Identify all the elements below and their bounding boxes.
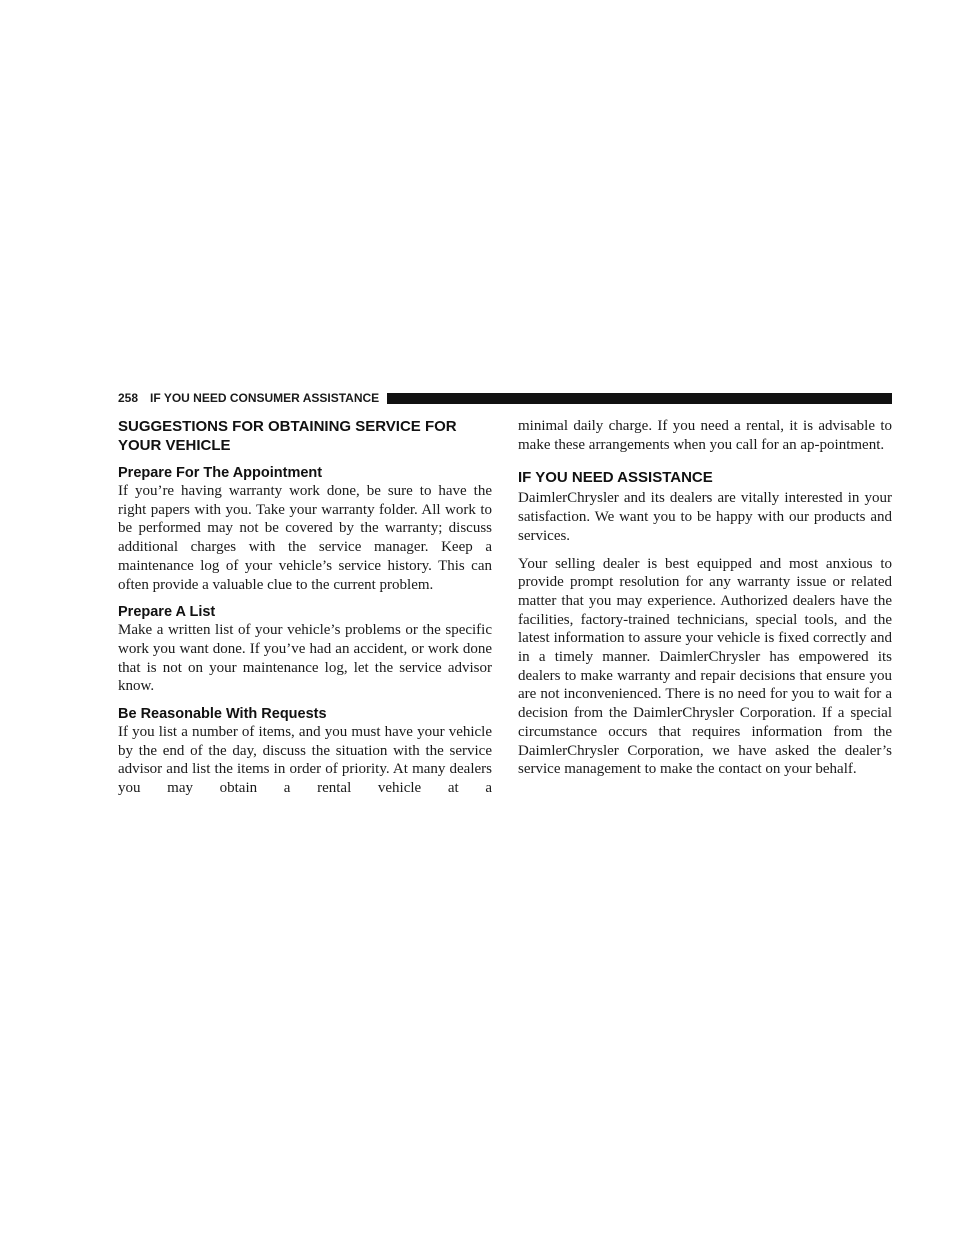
header-rule xyxy=(387,393,892,404)
section-title: IF YOU NEED CONSUMER ASSISTANCE xyxy=(150,391,380,405)
subheading-prepare-list: Prepare A List xyxy=(118,604,216,621)
right-column xyxy=(518,417,892,779)
heading-if-you-need-assistance: IF YOU NEED ASSISTANCE xyxy=(518,469,713,487)
paragraph-reasonable-requests: If you list a number of items, and you must have your vehicle by the end of the day, discuss the situation with the service advisor and list the items in order of priority. At many dealers you may obtain a rental vehicle at a xyxy=(118,724,492,797)
subheading-reasonable-requests: Be Reasonable With Requests xyxy=(118,706,327,723)
left-column xyxy=(118,417,492,798)
paragraph-satisfaction: DaimlerChrysler and its dealers are vitally interested in your satisfaction. We want you to be happy with our products and services. xyxy=(518,490,892,544)
paragraph-continuation: minimal daily charge. If you need a rental, it is advisable to make these arrangements when you call for an ap-pointment. xyxy=(518,418,892,453)
paragraph-prepare-appointment: If you’re having warranty work done, be sure to have the right papers with you. Take your warranty folder. All work to be performed may not be covered by the warranty; discuss additional charges with the service manager. Keep a maintenance log of your vehicle’s service history. This can often provide a valuable clue to the current problem. xyxy=(118,483,492,593)
subheading-prepare-appointment: Prepare For The Appointment xyxy=(118,465,323,481)
page-header xyxy=(118,390,892,406)
paragraph-selling-dealer: Your selling dealer is best equipped and most anxious to provide prompt resolution for any warranty issue or related matter that you may experience. Authorized dealers have the facilities, factory-trained technicians, special tools, and the latest information to assure your vehicle is fixed correctly and in a timely manner. DaimlerChrysler has empowered its dealers to make warranty and repair decisions that ensure you are not inconvenienced. There is no need for you to wait for a decision from the DaimlerChrysler Corporation. If a special circumstance occurs that requires information from the DaimlerChrysler Corporation, we have asked the dealer’s service management to make the contact on your behalf. xyxy=(518,555,892,778)
main-heading: SUGGESTIONS FOR OBTAINING SERVICE FOR YOUR VEHICLE xyxy=(118,418,457,454)
page-number: 258 xyxy=(118,391,139,405)
paragraph-prepare-list: Make a written list of your vehicle’s problems or the specific work you want done. If you’ve had an accident, or work done that is not on your maintenance log, let the service advisor know. xyxy=(118,622,492,695)
